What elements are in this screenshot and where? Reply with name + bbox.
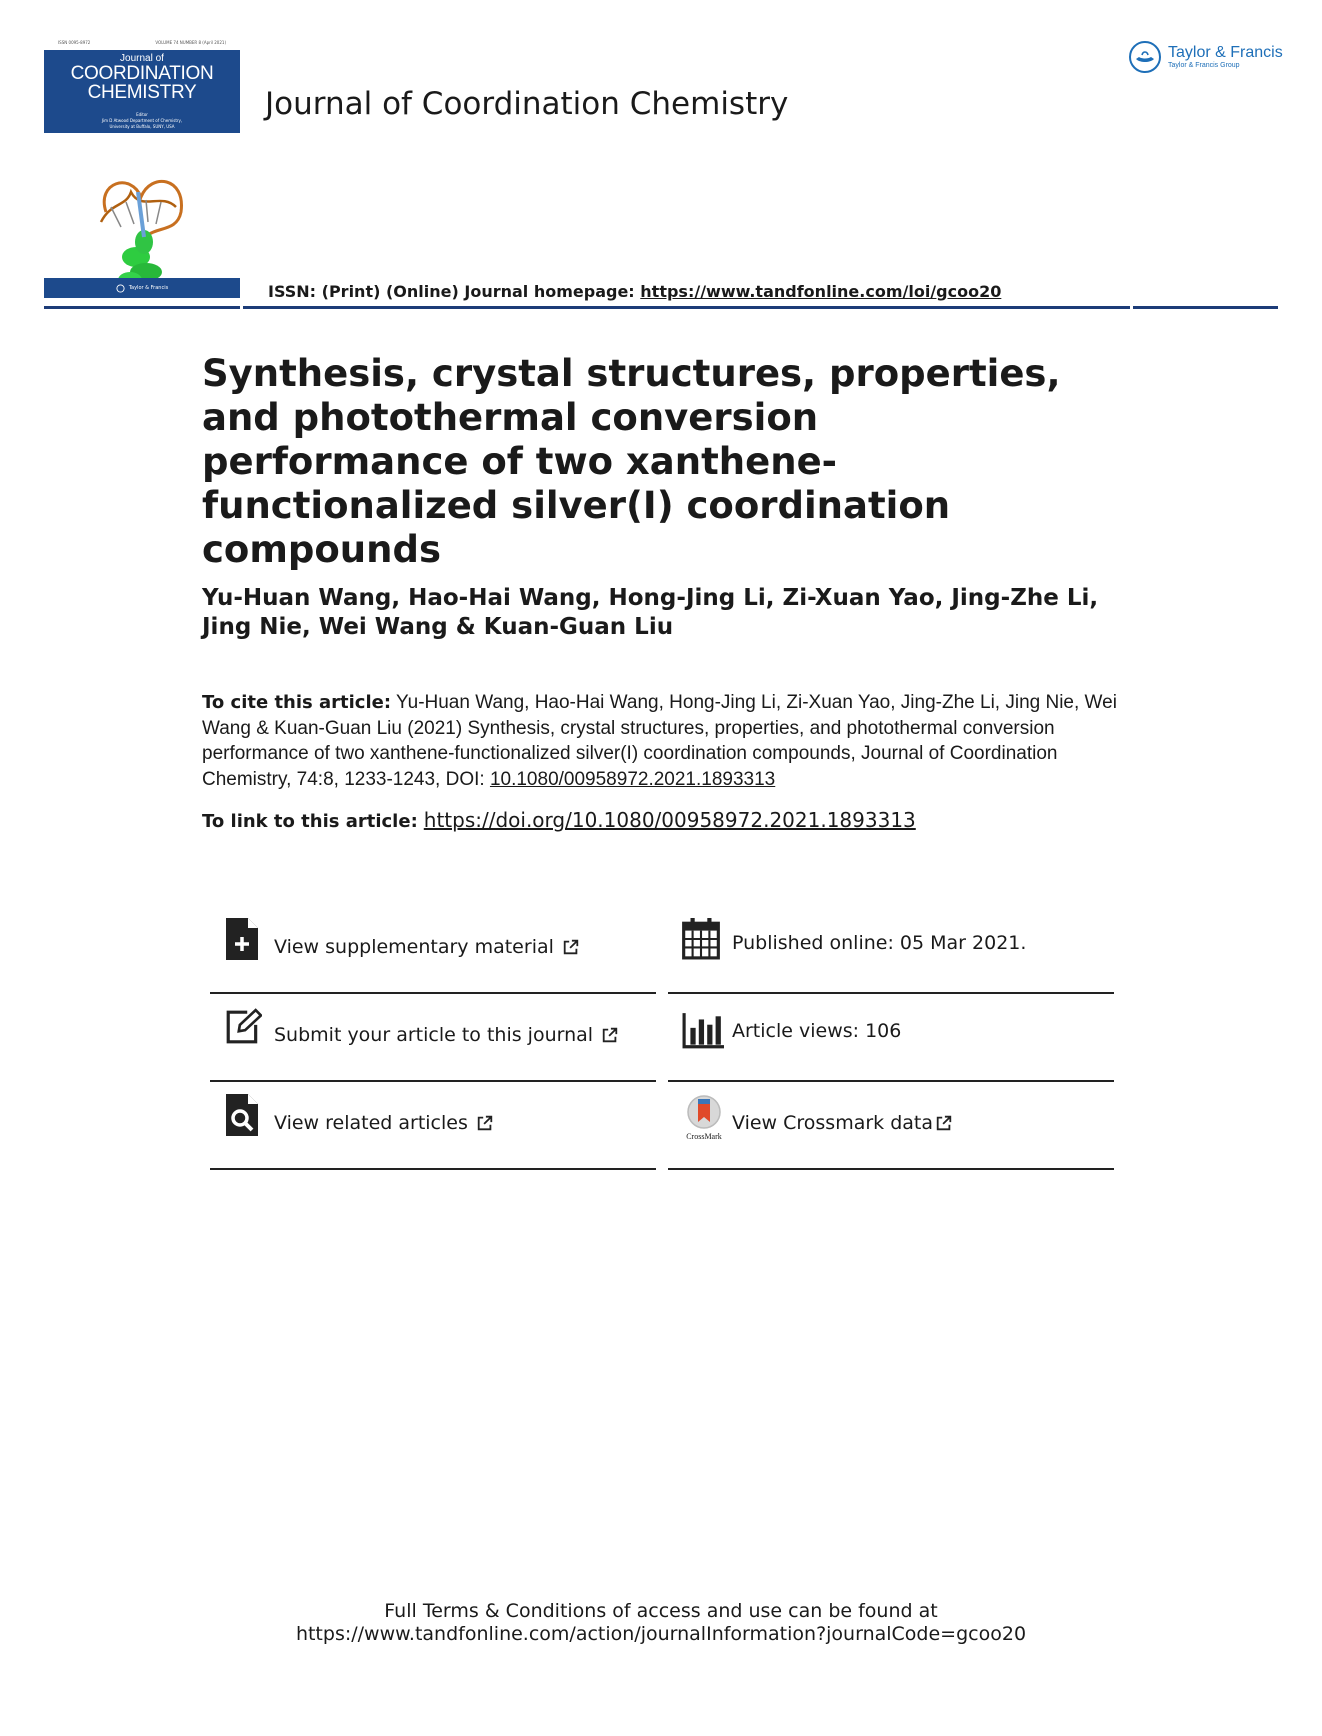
citation-block (202, 690, 1132, 792)
article-views-cell (668, 1002, 1114, 1082)
cover-editor-line2: Jim D Atwood Department of Chemistry, (101, 118, 183, 123)
article-doi-url[interactable]: https://doi.org/10.1080/00958972.2021.1893313 (423, 808, 916, 832)
article-authors: Yu-Huan Wang, Hao-Hai Wang, Hong-Jing Li, Zi-Xuan Yao, Jing-Zhe Li, Jing Nie, Wei Wang & Kuan-Guan Liu (202, 585, 1099, 640)
related-articles-cell[interactable] (210, 1090, 656, 1170)
external-link-icon (601, 1026, 619, 1044)
cover-title-band (44, 50, 240, 107)
cover-issn: ISSN 0095-8972 (58, 40, 91, 45)
issn-line (268, 282, 1001, 301)
supplementary-label[interactable]: View supplementary material (274, 936, 554, 958)
cover-volume: VOLUME 74 NUMBER 8 (April 2021) (155, 40, 226, 45)
article-title: Synthesis, crystal structures, properties, and photothermal conversion performance of two xanthene-functionalized silver(I) coordination compounds (202, 352, 1061, 571)
submit-label[interactable]: Submit your article to this journal (274, 1024, 594, 1046)
calendar-icon (682, 918, 720, 960)
citation-text: Yu-Huan Wang, Hao-Hai Wang, Hong-Jing Li, Zi-Xuan Yao, Jing-Zhe Li, Jing Nie, Wei Wang & Kuan-Guan Liu (2021) Synthesis, crystal structures, properties, and photothermal conversion performance of two xanthene-functionalized silver(I) coordination compounds, Journal of Coordination Chemistry, 74:8, 1233-1243, DOI: (202, 692, 1117, 790)
bar-chart-icon (682, 1010, 724, 1052)
supplementary-material-cell[interactable] (210, 914, 656, 994)
header-rule (44, 306, 1278, 309)
published-date: Published online: 05 Mar 2021. (732, 932, 1027, 954)
related-label[interactable]: View related articles (274, 1112, 468, 1134)
taylor-francis-lamp-icon (1128, 40, 1162, 74)
publisher-name: Taylor & Francis (1168, 43, 1283, 61)
journal-homepage-link[interactable]: https://www.tandfonline.com/loi/gcoo20 (640, 282, 1002, 301)
submit-article-cell[interactable] (210, 1002, 656, 1082)
cover-meta (44, 40, 240, 50)
issn-text: ISSN: (Print) (Online) Journal homepage: (268, 282, 641, 301)
cover-title-line1: COORDINATION (70, 63, 214, 84)
cover-publisher-band (44, 278, 240, 298)
terms-line1: Full Terms & Conditions of access and use can be found at (384, 1600, 938, 1622)
journal-title: Journal of Coordination Chemistry (265, 86, 789, 122)
published-online-cell (668, 914, 1114, 994)
crossmark-logo-text: CrossMark (686, 1132, 722, 1141)
citation-doi-link[interactable]: 10.1080/00958972.2021.1893313 (489, 768, 776, 790)
cell-divider (668, 1168, 1114, 1170)
external-link-icon (935, 1114, 953, 1132)
crossmark-logo (682, 1094, 726, 1140)
link-label: To link to this article: (202, 811, 418, 832)
cover-editor-line1: Editor (136, 112, 148, 117)
crossmark-label[interactable]: View Crossmark data (732, 1112, 934, 1134)
cell-divider (668, 992, 1114, 994)
cover-pre-title: Journal of (120, 53, 164, 64)
taylor-francis-logo[interactable] (1128, 40, 1283, 74)
cover-title-line2: CHEMISTRY (87, 82, 197, 103)
citation-label: To cite this article: (202, 692, 392, 713)
article-link-line (202, 808, 916, 832)
cover-editor-line3: University at Buffalo, SUNY, USA (109, 124, 175, 129)
external-link-icon (562, 938, 580, 956)
external-link-icon (476, 1114, 494, 1132)
crossmark-cell[interactable] (668, 1090, 1114, 1170)
cell-divider (210, 1080, 656, 1082)
edit-pencil-icon (224, 1006, 262, 1048)
cover-publisher-icon (116, 284, 125, 293)
journal-cover (44, 40, 240, 300)
publisher-sub: Taylor & Francis Group (1168, 61, 1240, 69)
document-search-icon (224, 1094, 258, 1136)
terms-footer (0, 1600, 1322, 1646)
cell-divider (210, 992, 656, 994)
crossmark-icon (682, 1094, 726, 1130)
cover-publisher: Taylor & Francis (128, 285, 169, 291)
cell-divider (668, 1080, 1114, 1082)
cell-divider (210, 1168, 656, 1170)
cover-editor (44, 107, 240, 133)
document-plus-icon (224, 918, 258, 960)
terms-url[interactable]: https://www.tandfonline.com/action/journalInformation?journalCode=gcoo20 (295, 1623, 1027, 1645)
article-views: Article views: 106 (732, 1020, 902, 1042)
